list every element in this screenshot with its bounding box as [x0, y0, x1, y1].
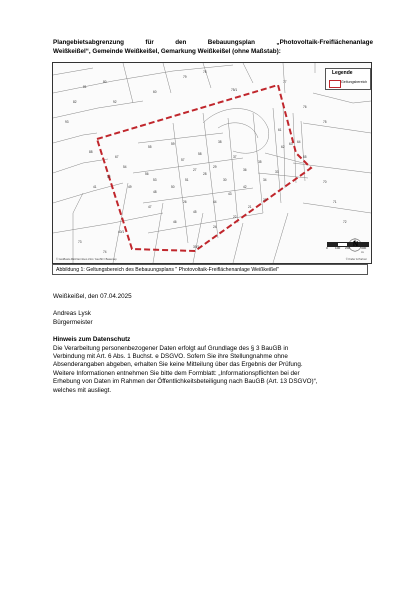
svg-text:24: 24 [213, 225, 217, 229]
svg-text:39/1: 39/1 [193, 245, 200, 249]
svg-text:36: 36 [243, 168, 247, 172]
svg-text:52: 52 [107, 175, 111, 179]
svg-text:78: 78 [203, 70, 207, 74]
svg-text:34: 34 [263, 178, 267, 182]
privacy-line: Verbindung mit Art. 6 Abs. 1 Buchst. e DSGVO. Sofern Sie ihre Stellungnahme ohne [53, 352, 288, 360]
svg-text:56: 56 [145, 172, 149, 176]
svg-text:44: 44 [213, 200, 217, 204]
svg-text:73: 73 [78, 240, 82, 244]
svg-text:75: 75 [323, 120, 327, 124]
svg-text:35: 35 [258, 160, 262, 164]
boundary-outline [97, 85, 311, 251]
parcel-lines [53, 63, 371, 263]
svg-text:42: 42 [243, 185, 247, 189]
signatory-name: Andreas Lysk [53, 310, 91, 317]
svg-text:81: 81 [83, 85, 87, 89]
svg-text:59: 59 [171, 142, 175, 146]
svg-text:47: 47 [148, 205, 152, 209]
cadastral-map [52, 62, 372, 264]
svg-text:58: 58 [198, 152, 202, 156]
svg-text:28: 28 [203, 172, 207, 176]
privacy-line: Absenderangaben abgeben, erhalten Sie keine Mitteilung über das Ergebnis der Prüfung. [53, 361, 303, 369]
svg-text:61: 61 [278, 128, 282, 132]
svg-text:67: 67 [115, 155, 119, 159]
svg-text:72: 72 [343, 220, 347, 224]
svg-text:60: 60 [153, 90, 157, 94]
map-drawing [53, 63, 371, 263]
svg-text:82: 82 [73, 100, 77, 104]
map-copyright: © GeoBasis-DE/LVermGeo LSA / GeoSN / Basemap [56, 258, 117, 261]
svg-text:37: 37 [233, 155, 237, 159]
boundary-swatch-icon [329, 80, 341, 88]
heading-line-1: Plangebietsabgrenzung für den Bebauungsplan „Photovoltaik-Freiflächenanlage [53, 39, 373, 46]
svg-text:40/1: 40/1 [118, 230, 125, 234]
privacy-line: Weitere Informationen entnehmen Sie bitte dem Formblatt: „Informationspflichten bei der [53, 369, 300, 377]
svg-text:75/1: 75/1 [231, 88, 238, 92]
map-author: © Kiefer & Partner [345, 258, 367, 261]
map-legend [325, 68, 371, 90]
svg-text:64: 64 [297, 140, 301, 144]
svg-text:50: 50 [171, 185, 175, 189]
svg-text:77: 77 [283, 80, 287, 84]
svg-text:51: 51 [185, 178, 189, 182]
north-label: N [353, 241, 359, 248]
svg-text:79: 79 [183, 75, 187, 79]
svg-text:49: 49 [128, 185, 132, 189]
svg-text:46: 46 [173, 220, 177, 224]
svg-text:65: 65 [303, 155, 307, 159]
svg-text:26: 26 [183, 200, 187, 204]
svg-text:88: 88 [89, 150, 93, 154]
svg-text:45: 45 [193, 210, 197, 214]
privacy-body [53, 345, 365, 395]
svg-text:20: 20 [263, 198, 267, 202]
svg-text:80: 80 [103, 80, 107, 84]
svg-text:55: 55 [148, 145, 152, 149]
scale-label: 0 [326, 245, 328, 250]
svg-text:54: 54 [123, 165, 127, 169]
svg-text:71: 71 [333, 200, 337, 204]
svg-text:41: 41 [93, 185, 97, 189]
svg-text:33: 33 [275, 170, 279, 174]
svg-text:43: 43 [228, 192, 232, 196]
date-line: Weißkeißel, den 07.04.2025 [53, 293, 132, 300]
svg-text:93: 93 [65, 120, 69, 124]
svg-text:74: 74 [103, 250, 107, 254]
privacy-line: Erhebung von Daten im Rahmen der Öffentlichkeitsbeteiligung nach BauGB (Art. 13 DSGVO)“, [53, 378, 318, 386]
svg-text:29: 29 [213, 165, 217, 169]
svg-text:53: 53 [153, 178, 157, 182]
north-arrow-icon [348, 238, 362, 252]
heading-line-2: Weißkeißel“, Gemeinde Weißkeißel, Gemarkung Weißkeißel (ohne Maßstab): [53, 47, 281, 55]
signatory-role: Bürgermeister [53, 318, 93, 326]
svg-text:92: 92 [113, 100, 117, 104]
document-heading [53, 39, 373, 56]
svg-text:62: 62 [281, 145, 285, 149]
scale-label: 300 m [361, 245, 367, 254]
figure-caption: Abbildung 1: Geltungsbereich des Bebauungsplans " Photovoltaik-Freiflächenanlage Weißkeißel" [52, 264, 368, 275]
legend-title: Legende [332, 70, 353, 76]
legend-label: Geltungsbereich [341, 80, 368, 84]
scale-label: 200 [345, 245, 351, 250]
svg-text:57: 57 [181, 158, 185, 162]
svg-text:30: 30 [223, 178, 227, 182]
privacy-line: Die Verarbeitung personenbezogener Daten erfolgt auf Grundlage des § 3 BauGB in [53, 344, 289, 352]
svg-text:21: 21 [248, 205, 252, 209]
svg-text:76: 76 [303, 105, 307, 109]
svg-text:22: 22 [233, 215, 237, 219]
scale-label: 100 [335, 245, 341, 250]
svg-text:70: 70 [323, 180, 327, 184]
svg-text:27: 27 [193, 168, 197, 172]
privacy-title: Hinweis zum Datenschutz [53, 336, 131, 343]
svg-text:63: 63 [289, 142, 293, 146]
svg-text:48: 48 [153, 190, 157, 194]
privacy-line: welches mit ausliegt. [53, 386, 112, 394]
svg-text:38: 38 [218, 140, 222, 144]
